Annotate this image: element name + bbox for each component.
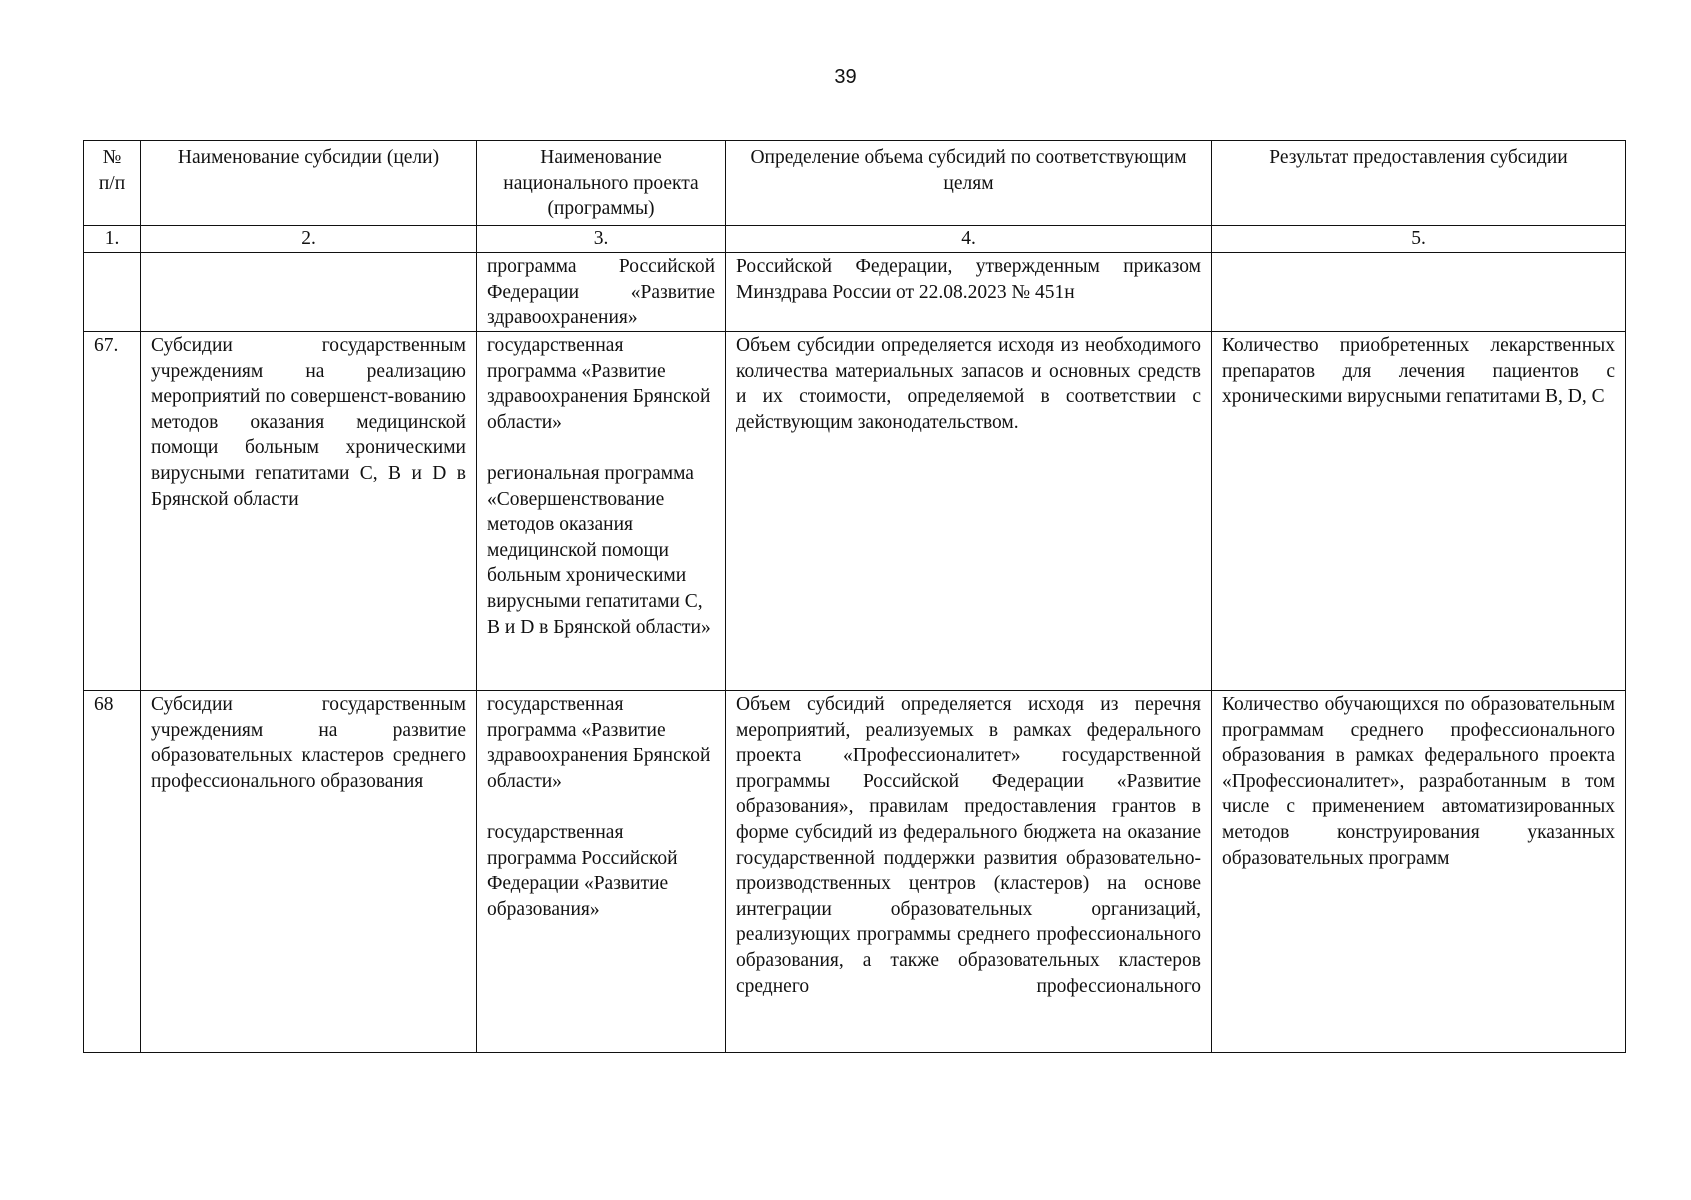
table-row-continued	[84, 253, 1626, 332]
row-67-program-2: региональная программа «Совершенствование методов оказания медицинской помощи больным хроническими вирусными гепатитами С, В и D в Брянской области»	[487, 462, 711, 638]
header-volume-definition: Определение объема субсидий по соответствующим целям	[726, 141, 1212, 226]
row-68-number: 68	[84, 691, 141, 1053]
page-number: 39	[834, 66, 857, 88]
row-68-result: Количество обучающихся по образовательным программам среднего профессионального образования в рамках федерального проекта «Профессионалитет», разработанным в том числе с применением автоматизированных методов конструирования указанных образовательных программ	[1212, 691, 1626, 1053]
continued-volume-cell: Российской Федерации, утвержденным приказом Минздрава России от 22.08.2023 № 451н	[726, 253, 1212, 332]
header-result: Результат предоставления субсидии	[1212, 141, 1626, 226]
header-row	[84, 141, 1626, 226]
row-67-program-1: государственная программа «Развитие здравоохранения Брянской области»	[487, 335, 711, 433]
row-68-programs	[477, 691, 726, 1053]
column-number-1: 1.	[84, 226, 141, 253]
column-number-2: 2.	[141, 226, 477, 253]
continued-program-cell: программа Российской Федерации «Развитие здравоохранения»	[477, 253, 726, 332]
row-68-program-2: государственная программа Российской Федерации «Развитие образования»	[487, 821, 678, 920]
header-project-name: Наименование национального проекта (программы)	[477, 141, 726, 226]
header-subsidy-name: Наименование субсидии (цели)	[141, 141, 477, 226]
row-67-result: Количество приобретенных лекарственных препаратов для лечения пациентов с хроническими вирусными гепатитами В, D, С	[1212, 332, 1626, 691]
row-67-program-gap	[487, 435, 715, 461]
row-67-subsidy: Субсидии государственным учреждениям на реализацию мероприятий по совершенст-вованию методов оказания медицинской помощи больным хроническими вирусными гепатитами С, В и D в Брянской области	[141, 332, 477, 691]
row-68-program-gap	[487, 794, 715, 820]
table-row-68	[84, 691, 1626, 1053]
column-number-4: 4.	[726, 226, 1212, 253]
column-number-3: 3.	[477, 226, 726, 253]
row-68-volume: Объем субсидий определяется исходя из перечня мероприятий, реализуемых в рамках федерального проекта «Профессионалитет» государственной программы Российской Федерации «Развитие образования», правилам предоставления грантов в форме субсидий из федерального бюджета на оказание государственной поддержки развития образовательно- производственных центров (кластеров) на основе интеграции образовательных организаций, реализующих программы среднего профессионального образования, а также образовательных кластеров среднего профессионального	[726, 691, 1212, 1053]
column-number-row	[84, 226, 1626, 253]
row-68-subsidy: Субсидии государственным учреждениям на развитие образовательных кластеров среднего профессионального образования	[141, 691, 477, 1053]
header-number: № п/п	[84, 141, 141, 226]
row-67-number: 67.	[84, 332, 141, 691]
row-67-volume: Объем субсидии определяется исходя из необходимого количества материальных запасов и основных средств и их стоимости, определяемой в соответствии с действующим законодательством.	[726, 332, 1212, 691]
subsidy-table	[83, 140, 1626, 1053]
column-number-5: 5.	[1212, 226, 1626, 253]
table-row-67	[84, 332, 1626, 691]
continued-subsidy-cell	[141, 253, 477, 332]
row-68-program-1: государственная программа «Развитие здравоохранения Брянской области»	[487, 694, 711, 792]
continued-number-cell	[84, 253, 141, 332]
row-67-programs	[477, 332, 726, 691]
continued-result-cell	[1212, 253, 1626, 332]
